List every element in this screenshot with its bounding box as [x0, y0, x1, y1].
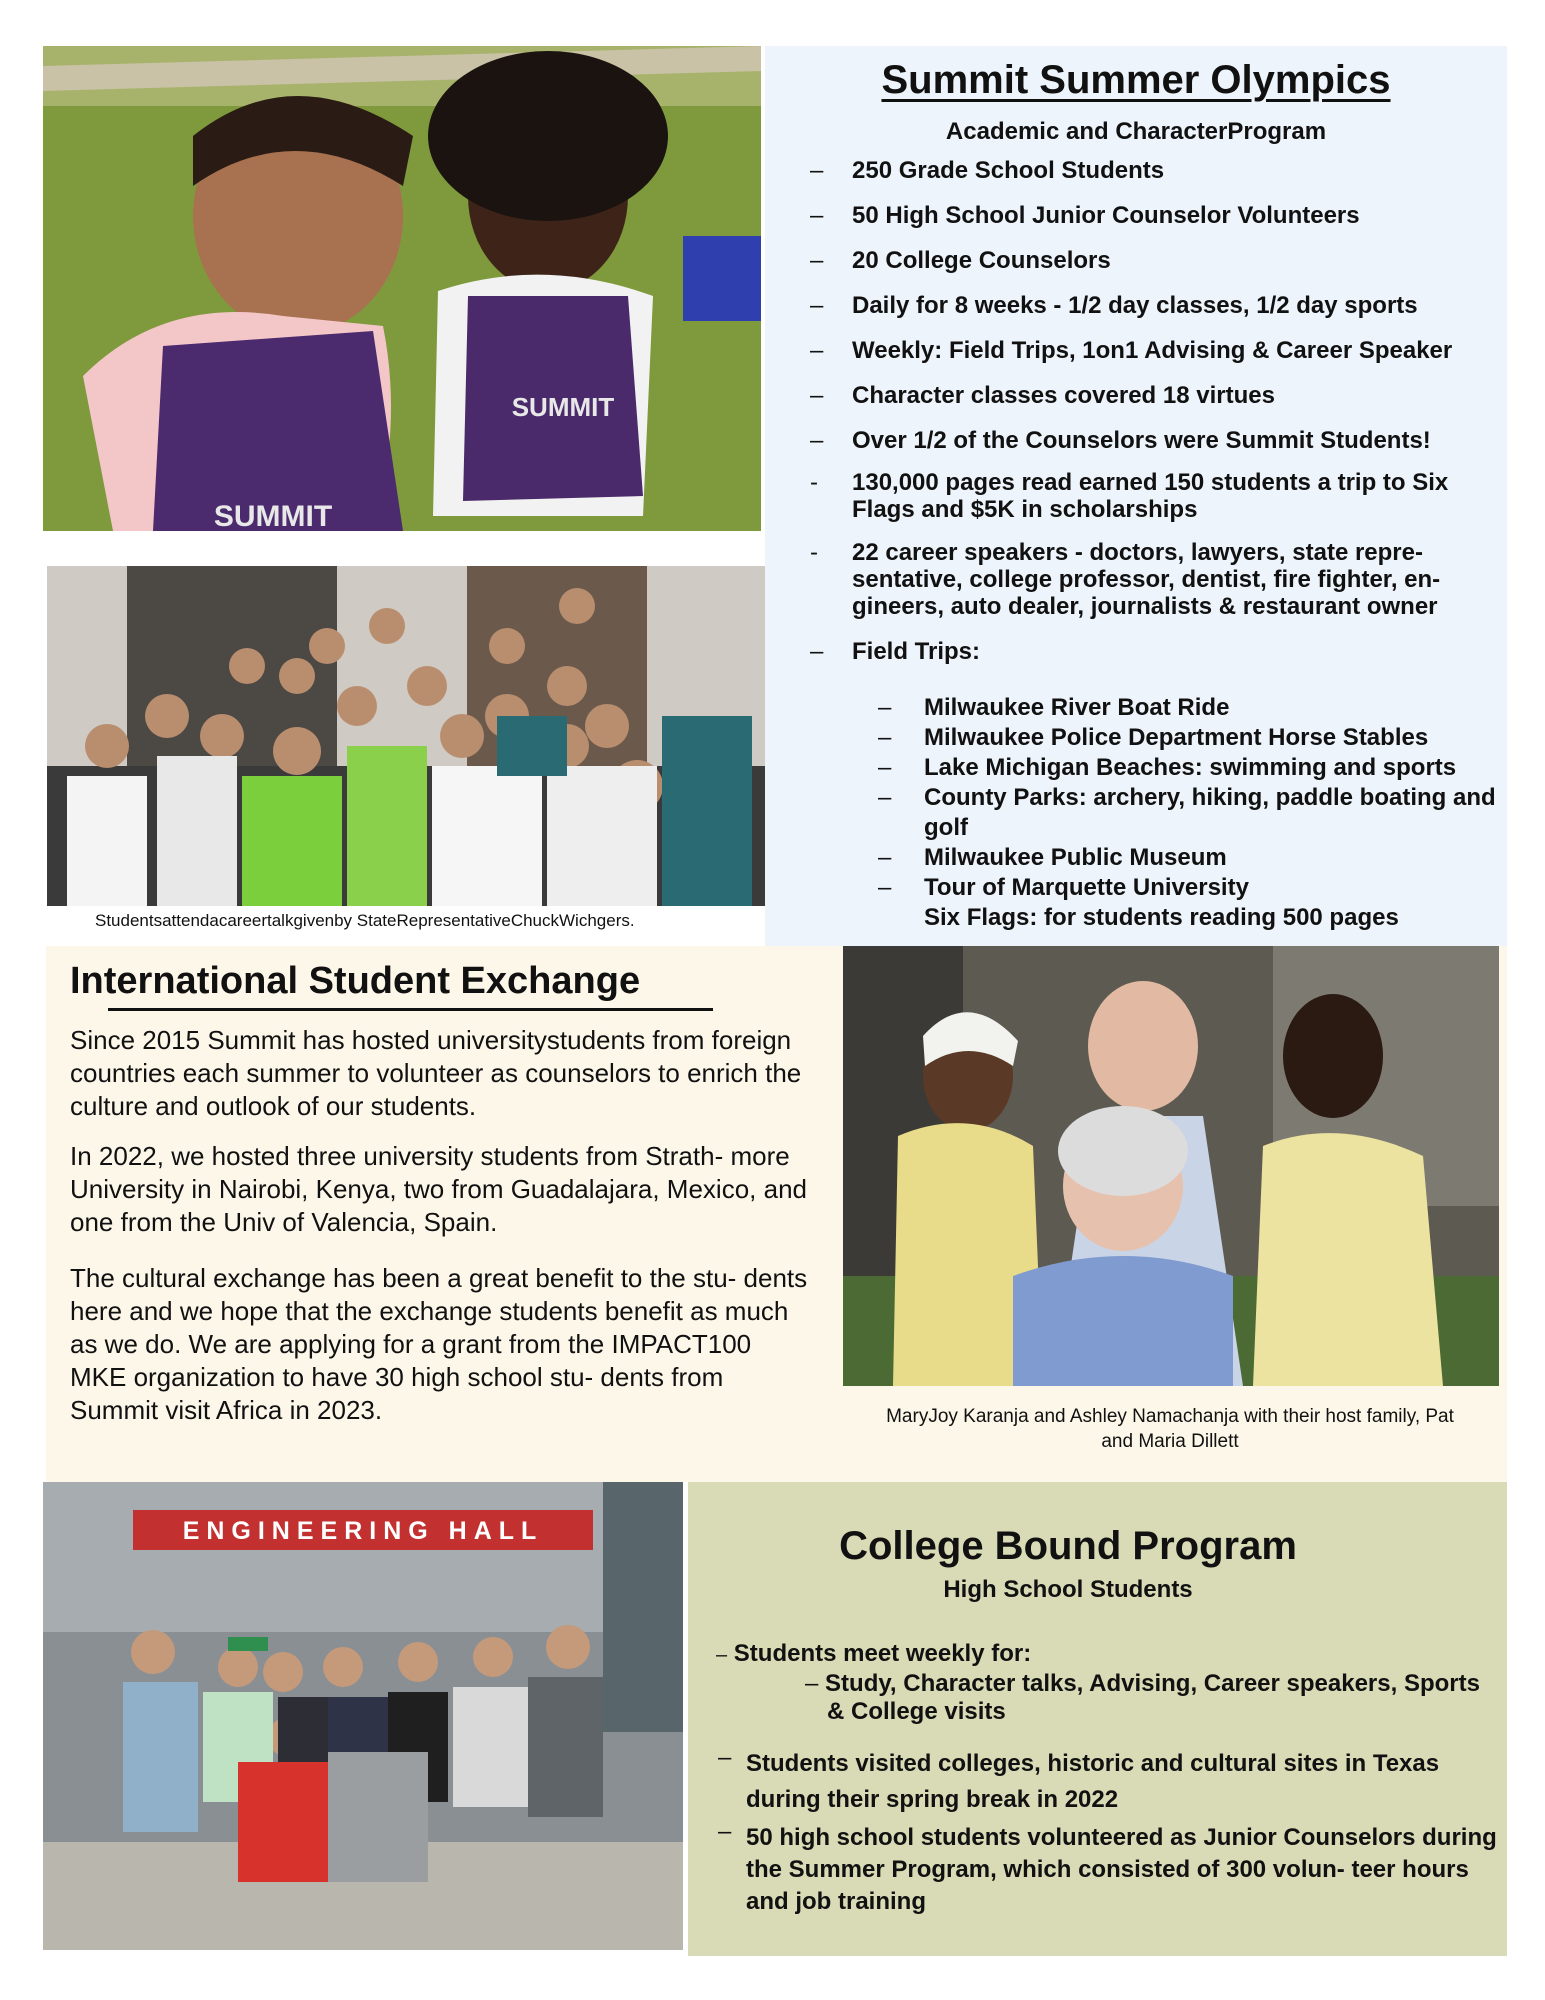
list-item: – Field Trips: — [810, 638, 981, 665]
list-item: – 250 Grade School Students — [810, 157, 1165, 184]
olympics-title: Summit Summer Olympics — [881, 58, 1391, 102]
group-photo-caption: Studentsattendacareertalkgivenby StateRepresentativeChuckWichgers. — [95, 911, 635, 930]
list-item: – Character classes covered 18 virtues — [810, 382, 1275, 409]
exchange-paragraph: Since 2015 Summit has hosted universitystudents from foreign countries each summer to volunteer as counselors to enrich the culture and outlook of our students. — [70, 1025, 802, 1121]
running-girls-photo — [43, 46, 761, 531]
college-item: – 50 high school students volunteered as Junior Counselors during the Summer Program, which consisted of 300 volun- teer hours and job training — [718, 1818, 1497, 1915]
college-item: – Students visited colleges, historic and cultural sites in Texas during their spring break in 2022 — [718, 1744, 1440, 1813]
list-item: – 20 College Counselors — [810, 247, 1111, 274]
jersey-text-right: SUMMIT — [511, 392, 615, 422]
field-trips-list — [868, 693, 1508, 933]
list-item: – Daily for 8 weeks - 1/2 day classes, 1/2 day sports — [810, 292, 1418, 319]
list-item: – Tour of Marquette University — [878, 874, 1249, 901]
olympics-list — [800, 157, 1500, 665]
engineering-hall-photo — [43, 1482, 683, 1950]
group-students-photo — [47, 566, 765, 906]
engineering-hall-sign: ENGINEERING HALL — [182, 1517, 544, 1545]
jersey-text-left: SUMMIT — [213, 500, 333, 531]
list-item: - 22 career speakers - doctors, lawyers, state repre- sentative, college professor, dentist, fire fighter, en- gineers, auto dealer, journalists & restaurant owner — [810, 539, 1441, 620]
list-item: – Milwaukee Public Museum — [878, 844, 1227, 871]
list-item: – Lake Michigan Beaches: swimming and sports — [878, 754, 1457, 781]
exchange-title-underline — [108, 1008, 713, 1011]
college-meet-sub: – Study, Character talks, Advising, Career speakers, Sports & College visits — [805, 1670, 1480, 1725]
exchange-paragraph: The cultural exchange has been a great benefit to the stu- dents here and we hope that the exchange students benefit as much as we do. We are applying for a grant from the IMPACT100 MKE organization to have 30 high school stu- dents from Summit visit Africa in 2023. — [70, 1263, 808, 1425]
list-item: – Over 1/2 of the Counselors were Summit Students! — [810, 427, 1431, 454]
college-subtitle: High School Students — [943, 1576, 1193, 1603]
exchange-title: International Student Exchange — [70, 960, 641, 1002]
college-meet-line: – Students meet weekly for: — [716, 1640, 1032, 1667]
college-title: College Bound Program — [839, 1524, 1297, 1568]
exchange-paragraph: In 2022, we hosted three university students from Strath- more University in Nairobi, Kenya, two from Guadalajara, Mexico, and one from the Univ of Valencia, Spain. — [70, 1141, 807, 1237]
list-item: Six Flags: for students reading 500 pages — [924, 904, 1399, 931]
list-item: – Weekly: Field Trips, 1on1 Advising & Career Speaker — [810, 337, 1453, 364]
list-item: – Milwaukee River Boat Ride — [878, 694, 1230, 721]
host-family-photo — [843, 946, 1499, 1386]
list-item: - 130,000 pages read earned 150 students a trip to Six Flags and $5K in scholarships — [810, 469, 1449, 523]
olympics-subtitle: Academic and CharacterProgram — [945, 118, 1327, 145]
list-item: – Milwaukee Police Department Horse Stables — [878, 724, 1429, 751]
list-item: – 50 High School Junior Counselor Volunteers — [810, 202, 1360, 229]
host-photo-caption: MaryJoy Karanja and Ashley Namachanja with their host family, Pat and Maria Dillett — [886, 1406, 1454, 1452]
list-item: – County Parks: archery, hiking, paddle boating and golf — [878, 784, 1496, 841]
